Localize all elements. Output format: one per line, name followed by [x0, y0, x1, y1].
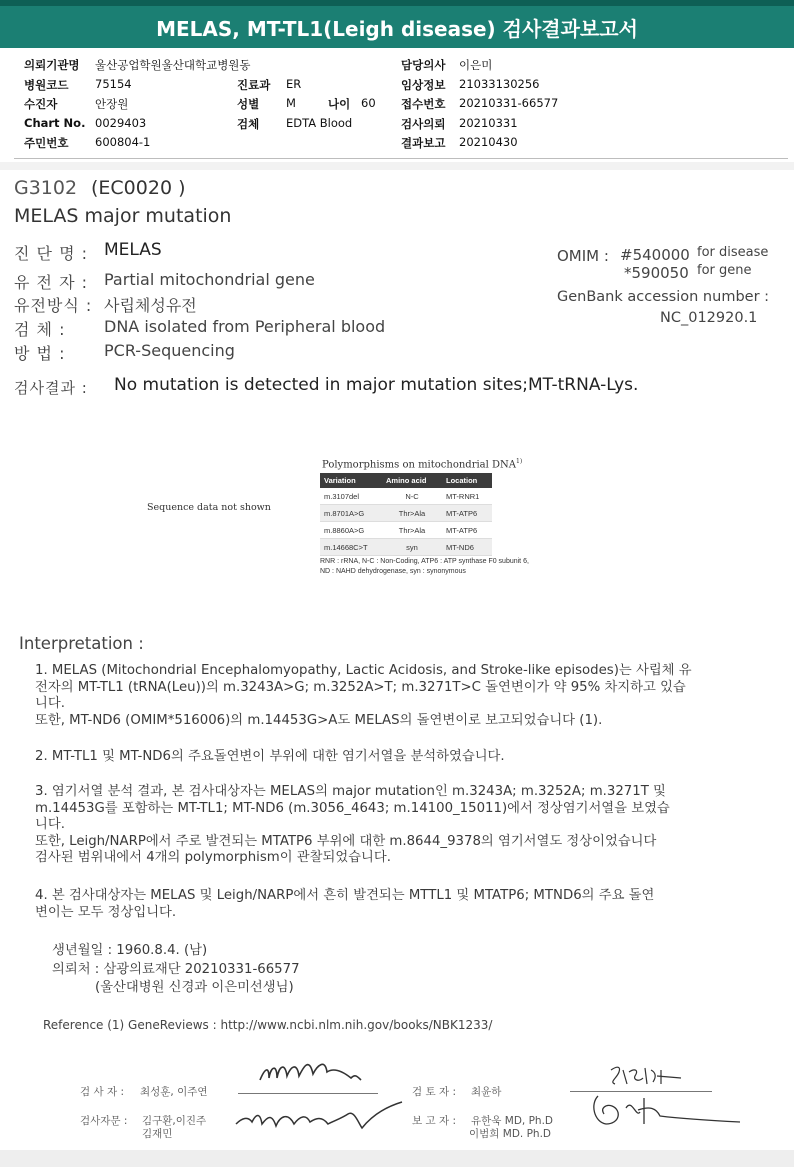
text-line: 1. MELAS (Mitochondrial Encephalomyopathy, Lactic Acidosis, and Stroke-like episodes)는 사립체 유	[35, 663, 692, 678]
figure-footnote-2: ND : NAHD dehydrogenase, syn : synonymous	[320, 568, 466, 575]
reception-label: 접수번호	[401, 97, 446, 111]
specimen-value: EDTA Blood	[286, 116, 353, 130]
table-cell: m.3107del	[320, 488, 382, 505]
text-line: 니다.	[35, 696, 65, 711]
interpretation-paragraph-3	[35, 784, 755, 867]
interpretation-paragraph-4	[35, 888, 755, 921]
tester-signature	[255, 1048, 375, 1092]
hospital-code-value: 75154	[95, 77, 132, 91]
diagnosis-label: 진 단 명 :	[14, 244, 89, 263]
specimen-info-value: DNA isolated from Peripheral blood	[104, 317, 386, 336]
table-row	[320, 488, 492, 505]
sex-label: 성별	[237, 97, 260, 111]
reviewer-names: 최윤하	[471, 1086, 502, 1098]
figure-title	[322, 458, 522, 470]
clinical-value: 21033130256	[459, 77, 540, 91]
omim-label: OMIM :	[557, 247, 609, 265]
requester-note: (울산대병원 신경과 이은미선생님)	[95, 980, 294, 995]
header-strip	[0, 162, 794, 170]
table-cell: MT-ATP6	[442, 505, 492, 522]
column-header: Location	[442, 473, 492, 488]
column-header: Amino acid	[382, 473, 442, 488]
method-label: 방 법 :	[14, 344, 66, 363]
department-label: 진료과	[237, 78, 271, 92]
resident-value: 600804-1	[95, 135, 151, 149]
reporter-signature	[580, 1088, 745, 1132]
figure-footnote-1: RNR : rRNA, N-C : Non-Coding, ATP6 : ATP synthase F0 subunit 6,	[320, 558, 529, 565]
birth-date: 생년월일 : 1960.8.4. (남)	[52, 943, 208, 958]
specimen-info-label: 검 체 :	[14, 320, 66, 339]
method-value: PCR-Sequencing	[104, 341, 235, 360]
patient-value: 안장원	[95, 97, 129, 111]
omim-gene-note: for gene	[697, 263, 752, 278]
result-label: 검사결과 :	[14, 379, 88, 397]
age-label: 나이	[328, 97, 351, 111]
table-cell: N-C	[382, 488, 442, 505]
reference: Reference (1) GeneReviews : http://www.ncbi.nlm.nih.gov/books/NBK1233/	[43, 1018, 493, 1032]
table-cell: Thr>Ala	[382, 522, 442, 539]
text-line: m.14453G를 포함하는 MT-TL1; MT-ND6 (m.3056_4643; m.14100_15011)에서 정상염기서열을 보였습	[35, 800, 670, 816]
text-line: 또한, MT-ND6 (OMIM*516006)의 m.14453G>A도 MELAS의 돌연변이로 보고되었습니다 (1).	[35, 712, 603, 728]
result-text: No mutation is detected in major mutation sites;MT-tRNA-Lys.	[114, 375, 639, 395]
clinical-label: 임상정보	[401, 78, 446, 92]
table-header-row	[320, 473, 492, 488]
report-value: 20210430	[459, 135, 518, 149]
report-title: MELAS, MT-TL1(Leigh disease) 검사결과보고서	[156, 16, 638, 41]
advisor-label: 검사자문 :	[80, 1115, 128, 1127]
doctor-label: 담당의사	[401, 58, 446, 72]
diagnosis-value: MELAS	[104, 240, 162, 260]
advisor-names-1: 김구환,이진주	[142, 1115, 207, 1127]
table-cell: m.14668C>T	[320, 539, 382, 556]
chart-value: 0029403	[95, 116, 147, 130]
test-code: G3102	[14, 177, 78, 199]
text-line: 또한, Leigh/NARP에서 주로 발견되는 MTATP6 부위에 대한 m.8644_9378의 염기서열도 정상이었습니다	[35, 833, 657, 849]
inheritance-value: 사립체성유전	[104, 296, 197, 315]
hospital-code-label: 병원코드	[24, 78, 69, 92]
polymorphism-table	[320, 473, 492, 556]
figure-title-text: Polymorphisms on mitochondrial DNA	[322, 459, 517, 471]
sequence-note: Sequence data not shown	[147, 502, 271, 513]
text-line: 검사된 범위내에서 4개의 polymorphism이 관찰되었습니다.	[35, 850, 391, 865]
table-cell: MT-ND6	[442, 539, 492, 556]
interpretation-paragraph-1	[35, 663, 755, 729]
omim-disease: #540000	[620, 246, 690, 264]
table-row	[320, 522, 492, 539]
table-cell: m.8701A>G	[320, 505, 382, 522]
omim-disease-note: for disease	[697, 245, 769, 260]
figure-title-ref: 1)	[516, 458, 523, 465]
gene-label: 유 전 자 :	[14, 273, 89, 292]
tester-signature-line	[238, 1093, 378, 1094]
table-cell: MT-ATP6	[442, 522, 492, 539]
text-line: 4. 본 검사대상자는 MELAS 및 Leigh/NARP에서 흔히 발견되는 MTTL1 및 MTATP6; MTND6의 주요 돌연	[35, 888, 655, 903]
text-line: 니다.	[35, 817, 65, 832]
interpretation-paragraph-2	[35, 749, 755, 766]
specimen-label: 검체	[237, 117, 260, 131]
page-bottom-strip	[0, 1150, 794, 1167]
reporter-names-1: 유한욱 MD, Ph.D	[471, 1115, 553, 1127]
doctor-value: 이은미	[459, 58, 493, 72]
chart-label: Chart No.	[24, 116, 86, 130]
test-name: MELAS major mutation	[14, 205, 232, 227]
tester-names: 최성훈, 이주연	[140, 1086, 208, 1098]
resident-label: 주민번호	[24, 136, 69, 150]
test-subcode: (EC0020 )	[91, 177, 186, 199]
reporter-label: 보 고 자 :	[412, 1115, 456, 1127]
inheritance-label: 유전방식 :	[14, 296, 93, 315]
text-line: 변이는 모두 정상입니다.	[35, 904, 177, 920]
text-line: 전자의 MT-TL1 (tRNA(Leu))의 m.3243A>G; m.3252A>T; m.3271T>C 돌연변이가 약 95% 차지하고 있습	[35, 679, 686, 695]
header-divider	[14, 158, 788, 159]
reporter-names-2: 이범희 MD. Ph.D	[469, 1128, 551, 1140]
tester-label: 검 사 자 :	[80, 1086, 124, 1098]
genbank-label: GenBank accession number :	[557, 289, 770, 305]
request-value: 20210331	[459, 116, 518, 130]
table-cell: syn	[382, 539, 442, 556]
text-line: 2. MT-TL1 및 MT-ND6의 주요돌연변이 부위에 대한 염기서열을 분석하였습니다.	[35, 749, 505, 764]
reviewer-label: 검 토 자 :	[412, 1086, 456, 1098]
age-value: 60	[361, 96, 376, 110]
report-title-bar	[0, 0, 794, 48]
omim-gene: *590050	[624, 264, 689, 282]
column-header: Variation	[320, 473, 382, 488]
advisor-signature	[232, 1098, 407, 1138]
table-cell: MT-RNR1	[442, 488, 492, 505]
department-value: ER	[286, 77, 302, 91]
genbank-value: NC_012920.1	[660, 310, 758, 326]
advisor-names-2: 김재민	[142, 1128, 173, 1140]
institution-value: 울산공업학원울산대학교병원동	[95, 58, 251, 72]
institution-label: 의뢰기관명	[24, 58, 80, 72]
patient-label: 수진자	[24, 97, 58, 111]
report-label: 결과보고	[401, 136, 446, 150]
table-cell: m.8860A>G	[320, 522, 382, 539]
interpretation-title: Interpretation :	[19, 634, 144, 653]
table-cell: Thr>Ala	[382, 505, 442, 522]
sex-value: M	[286, 96, 296, 110]
text-line: 3. 염기서열 분석 결과, 본 검사대상자는 MELAS의 major mutation인 m.3243A; m.3252A; m.3271T 및	[35, 784, 666, 799]
gene-value: Partial mitochondrial gene	[104, 270, 315, 289]
reception-value: 20210331-66577	[459, 96, 559, 110]
table-row	[320, 539, 492, 556]
requester: 의뢰처 : 삼광의료재단 20210331-66577	[52, 962, 300, 977]
table-row	[320, 505, 492, 522]
request-label: 검사의뢰	[401, 117, 446, 131]
